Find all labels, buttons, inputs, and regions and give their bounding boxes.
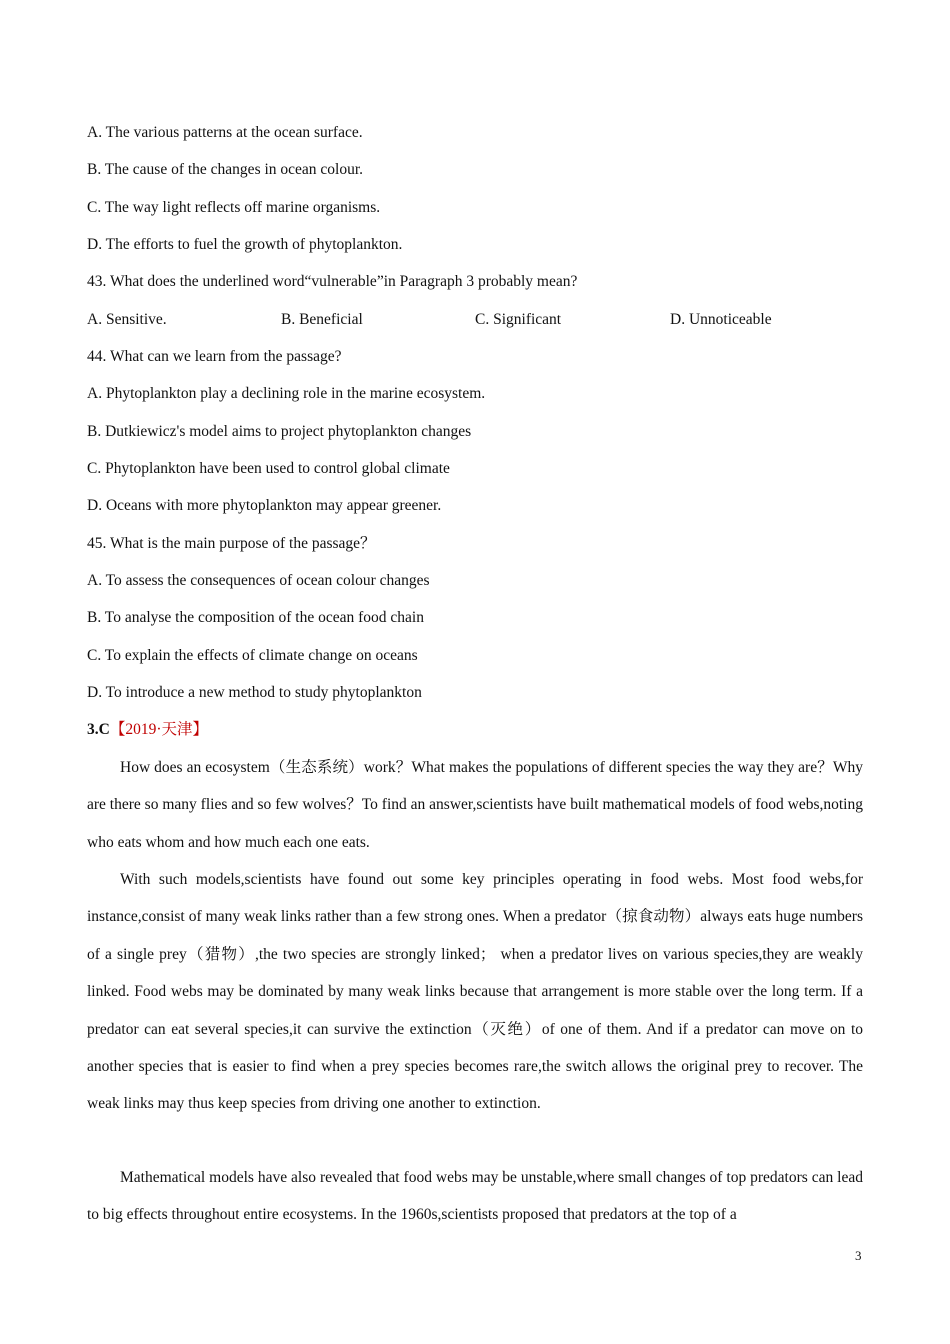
q44-option-d: D. Oceans with more phytoplankton may appear greener. — [87, 497, 442, 514]
passage-paragraph-2: With such models,scientists have found out some key principles operating in food webs. Most food webs,for instance,consist of many weak links rather than a few strong ones. When a predator（掠食动物）always eats huge numbers of a single prey（猎物）,the two species are strongly linked； when a predator lives on various species,they are weakly linked. Food webs may be dominated by many weak links because that arrangement is more stable over the long term. If a predator can eat several species,it can survive the extinction（灭绝）of one of them. And if a predator can move on to another species that is easier to find when a prey species becomes rare,the switch allows the original prey to recover. The weak links may thus keep species from driving one another to extinction. — [87, 871, 863, 1113]
passage-paragraph-3: Mathematical models have also revealed that food webs may be unstable,where small changes of top predators can lead to big effects throughout entire ecosystems. In the 1960s,scientists proposed that predators at the top of a — [87, 1169, 863, 1224]
q45-option-c: C. To explain the effects of climate change on oceans — [87, 647, 418, 664]
section-heading — [87, 720, 208, 740]
q45-option-b: B. To analyse the composition of the ocean food chain — [87, 609, 424, 626]
q43-option-a: A. Sensitive. — [87, 311, 167, 328]
q42-option-c: C. The way light reflects off marine organisms. — [87, 199, 381, 216]
q42-option-b: B. The cause of the changes in ocean colour. — [87, 161, 364, 178]
section-number: 3.C — [87, 721, 110, 738]
passage-paragraph-1: How does an ecosystem（生态系统）work？What makes the populations of different species the way they are？Why are there so many flies and so few wolves？To find an answer,scientists have built mathematical models of food webs,noting who eats whom and how much each one eats. — [87, 759, 863, 851]
q43-stem: 43. What does the underlined word“vulnerable”in Paragraph 3 probably mean? — [87, 273, 578, 290]
q44-stem: 44. What can we learn from the passage? — [87, 348, 342, 365]
q43-options — [87, 310, 867, 330]
q42-option-a: A. The various patterns at the ocean surface. — [87, 124, 363, 141]
q43-option-c: C. Significant — [475, 311, 562, 328]
q42-option-d: D. The efforts to fuel the growth of phytoplankton. — [87, 236, 403, 253]
q45-option-a: A. To assess the consequences of ocean colour changes — [87, 572, 430, 589]
q45-option-d: D. To introduce a new method to study phytoplankton — [87, 684, 422, 701]
section-source: 【2019·天津】 — [109, 721, 208, 738]
q44-option-a: A. Phytoplankton play a declining role in the marine ecosystem. — [87, 385, 486, 402]
page-number: 3 — [855, 1248, 862, 1263]
q44-option-c: C. Phytoplankton have been used to control global climate — [87, 460, 450, 477]
q43-option-b: B. Beneficial — [281, 311, 363, 328]
q43-option-d: D. Unnoticeable — [670, 311, 772, 328]
q45-stem: 45. What is the main purpose of the passage？ — [87, 535, 376, 552]
q44-option-b: B. Dutkiewicz's model aims to project phytoplankton changes — [87, 423, 472, 440]
